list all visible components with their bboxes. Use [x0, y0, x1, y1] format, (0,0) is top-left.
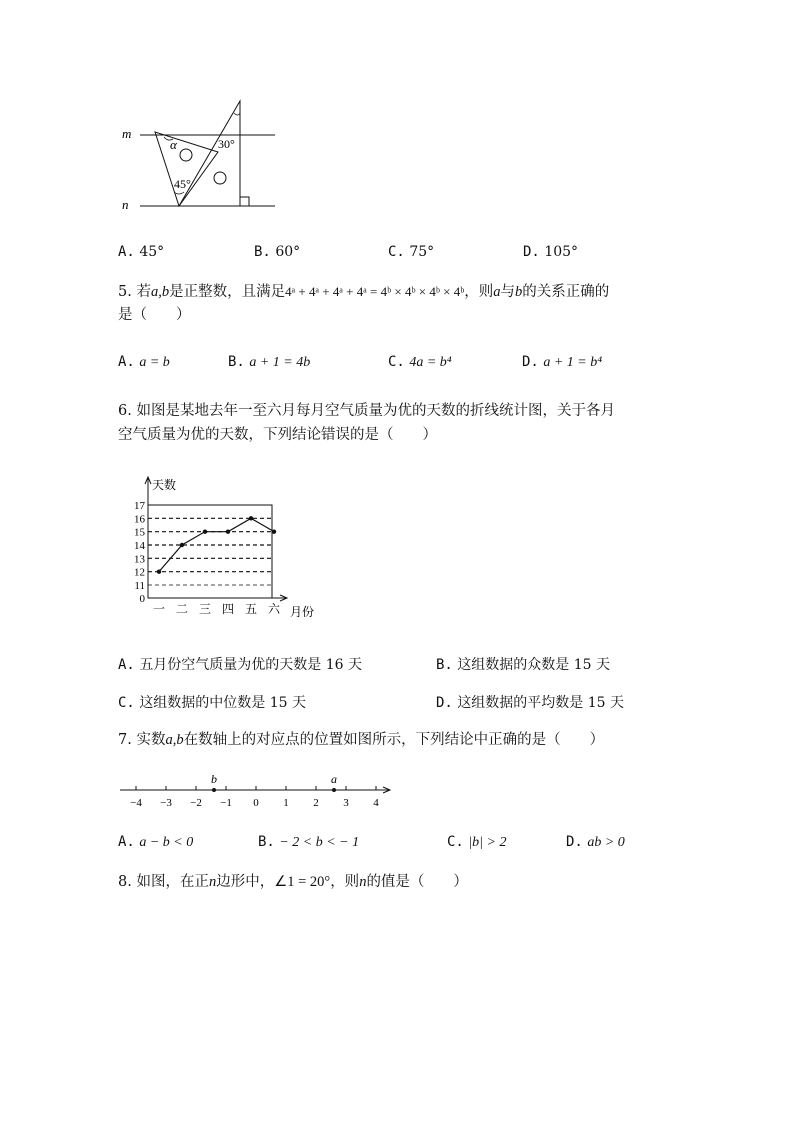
- data-point-4: [226, 529, 230, 533]
- q5-option-c[interactable]: C. 4a = b⁴: [388, 354, 452, 370]
- data-point-6: [272, 529, 276, 533]
- chart-frame: [148, 505, 272, 598]
- x-tick-label-2: 二: [175, 602, 189, 616]
- q5-question-line2: 是（ ）: [118, 307, 191, 323]
- y-tick-label-11: 11: [134, 580, 145, 592]
- q6-option-d[interactable]: D. 这组数据的平均数是 15 天: [436, 695, 625, 711]
- data-point-2: [180, 543, 184, 547]
- tick-label--4: −4: [130, 797, 142, 809]
- q6-line-chart: [110, 470, 340, 625]
- q6-question-line2: 空气质量为优的天数，下列结论错误的是（ ）: [118, 427, 437, 443]
- y-axis-label: 天数: [152, 478, 177, 492]
- q4-option-a[interactable]: A. 45°: [118, 244, 165, 260]
- line-m-label: m: [122, 126, 132, 141]
- q6-option-a[interactable]: A. 五月份空气质量为优的天数是 16 天: [118, 657, 363, 673]
- x-tick-label-3: 三: [198, 602, 212, 616]
- data-point-1: [157, 569, 161, 573]
- tick-label--1: −1: [220, 797, 232, 809]
- q7-option-c[interactable]: C. |b| > 2: [447, 834, 507, 850]
- q8-question: 8. 如图，在正n边形中，∠1 = 20°，则n的值是（ ）: [118, 874, 468, 890]
- y-tick-label-0: 0: [139, 593, 145, 605]
- q4-option-b[interactable]: B. 60°: [254, 244, 301, 260]
- tick-label-3: 3: [343, 797, 349, 809]
- tick-label--2: −2: [190, 797, 202, 809]
- angle-45-label: 45°: [174, 177, 191, 191]
- y-tick-label-16: 16: [134, 513, 145, 526]
- x-axis-label: 月份: [290, 605, 315, 619]
- x-tick-label-5: 五: [244, 602, 258, 616]
- q6-question-line1: 6. 如图是某地去年一至六月每月空气质量为优的天数的折线统计图，关于各月: [118, 403, 615, 419]
- y-tick-label-17: 17: [134, 500, 145, 512]
- point-a-label: a: [331, 772, 337, 786]
- y-tick-label-13: 13: [134, 553, 145, 566]
- tick-label-2: 2: [313, 797, 319, 809]
- q7-question: 7. 实数a,b在数轴上的对应点的位置如图所示，下列结论中正确的是（ ）: [118, 732, 605, 748]
- q7-number-line: [110, 768, 400, 813]
- angle-30-label: 30°: [218, 137, 235, 151]
- y-tick-label-15: 15: [134, 526, 145, 539]
- data-point-5: [249, 516, 253, 520]
- q4-option-d[interactable]: D. 105°: [523, 244, 579, 260]
- point-a: [332, 788, 336, 792]
- y-tick-label-12: 12: [134, 566, 145, 579]
- line-n-label: n: [122, 197, 129, 212]
- x-tick-label-1: 一: [152, 602, 166, 616]
- q7-option-b[interactable]: B. − 2 < b < − 1: [258, 834, 360, 850]
- angle-alpha-label: α: [170, 137, 177, 152]
- x-tick-label-6: 六: [267, 602, 281, 616]
- data-point-3: [203, 529, 207, 533]
- tick-label-1: 1: [283, 797, 289, 809]
- x-tick-label-4: 四: [221, 602, 235, 616]
- q5-option-b[interactable]: B. a + 1 = 4b: [228, 354, 311, 370]
- q5-option-a[interactable]: A. a = b: [118, 354, 170, 370]
- q6-option-b[interactable]: B. 这组数据的众数是 15 天: [436, 657, 611, 673]
- q4-option-c[interactable]: C. 75°: [388, 244, 435, 260]
- point-b-label: b: [211, 772, 217, 786]
- q7-option-a[interactable]: A. a − b < 0: [118, 834, 194, 850]
- q5-equation: 4ᵃ + 4ᵃ + 4ᵃ + 4ᵃ = 4ᵇ × 4ᵇ × 4ᵇ × 4ᵇ: [285, 284, 465, 299]
- point-b: [212, 788, 216, 792]
- q4-geometry-figure: [110, 95, 290, 220]
- y-tick-label-14: 14: [134, 540, 145, 552]
- q6-option-c[interactable]: C. 这组数据的中位数是 15 天: [118, 695, 307, 711]
- q5-option-d[interactable]: D. a + 1 = b⁴: [522, 354, 603, 370]
- q7-option-d[interactable]: D. ab > 0: [566, 834, 625, 850]
- tick-label-0: 0: [253, 797, 259, 809]
- q5-question-line1: 5. 若a,b是正整数，且满足4ᵃ + 4ᵃ + 4ᵃ + 4ᵃ = 4ᵇ × 4ᵇ × 4ᵇ × 4ᵇ，则a与b的关系正确的: [118, 284, 610, 300]
- tick-label-4: 4: [373, 797, 379, 809]
- tick-label--3: −3: [160, 797, 172, 809]
